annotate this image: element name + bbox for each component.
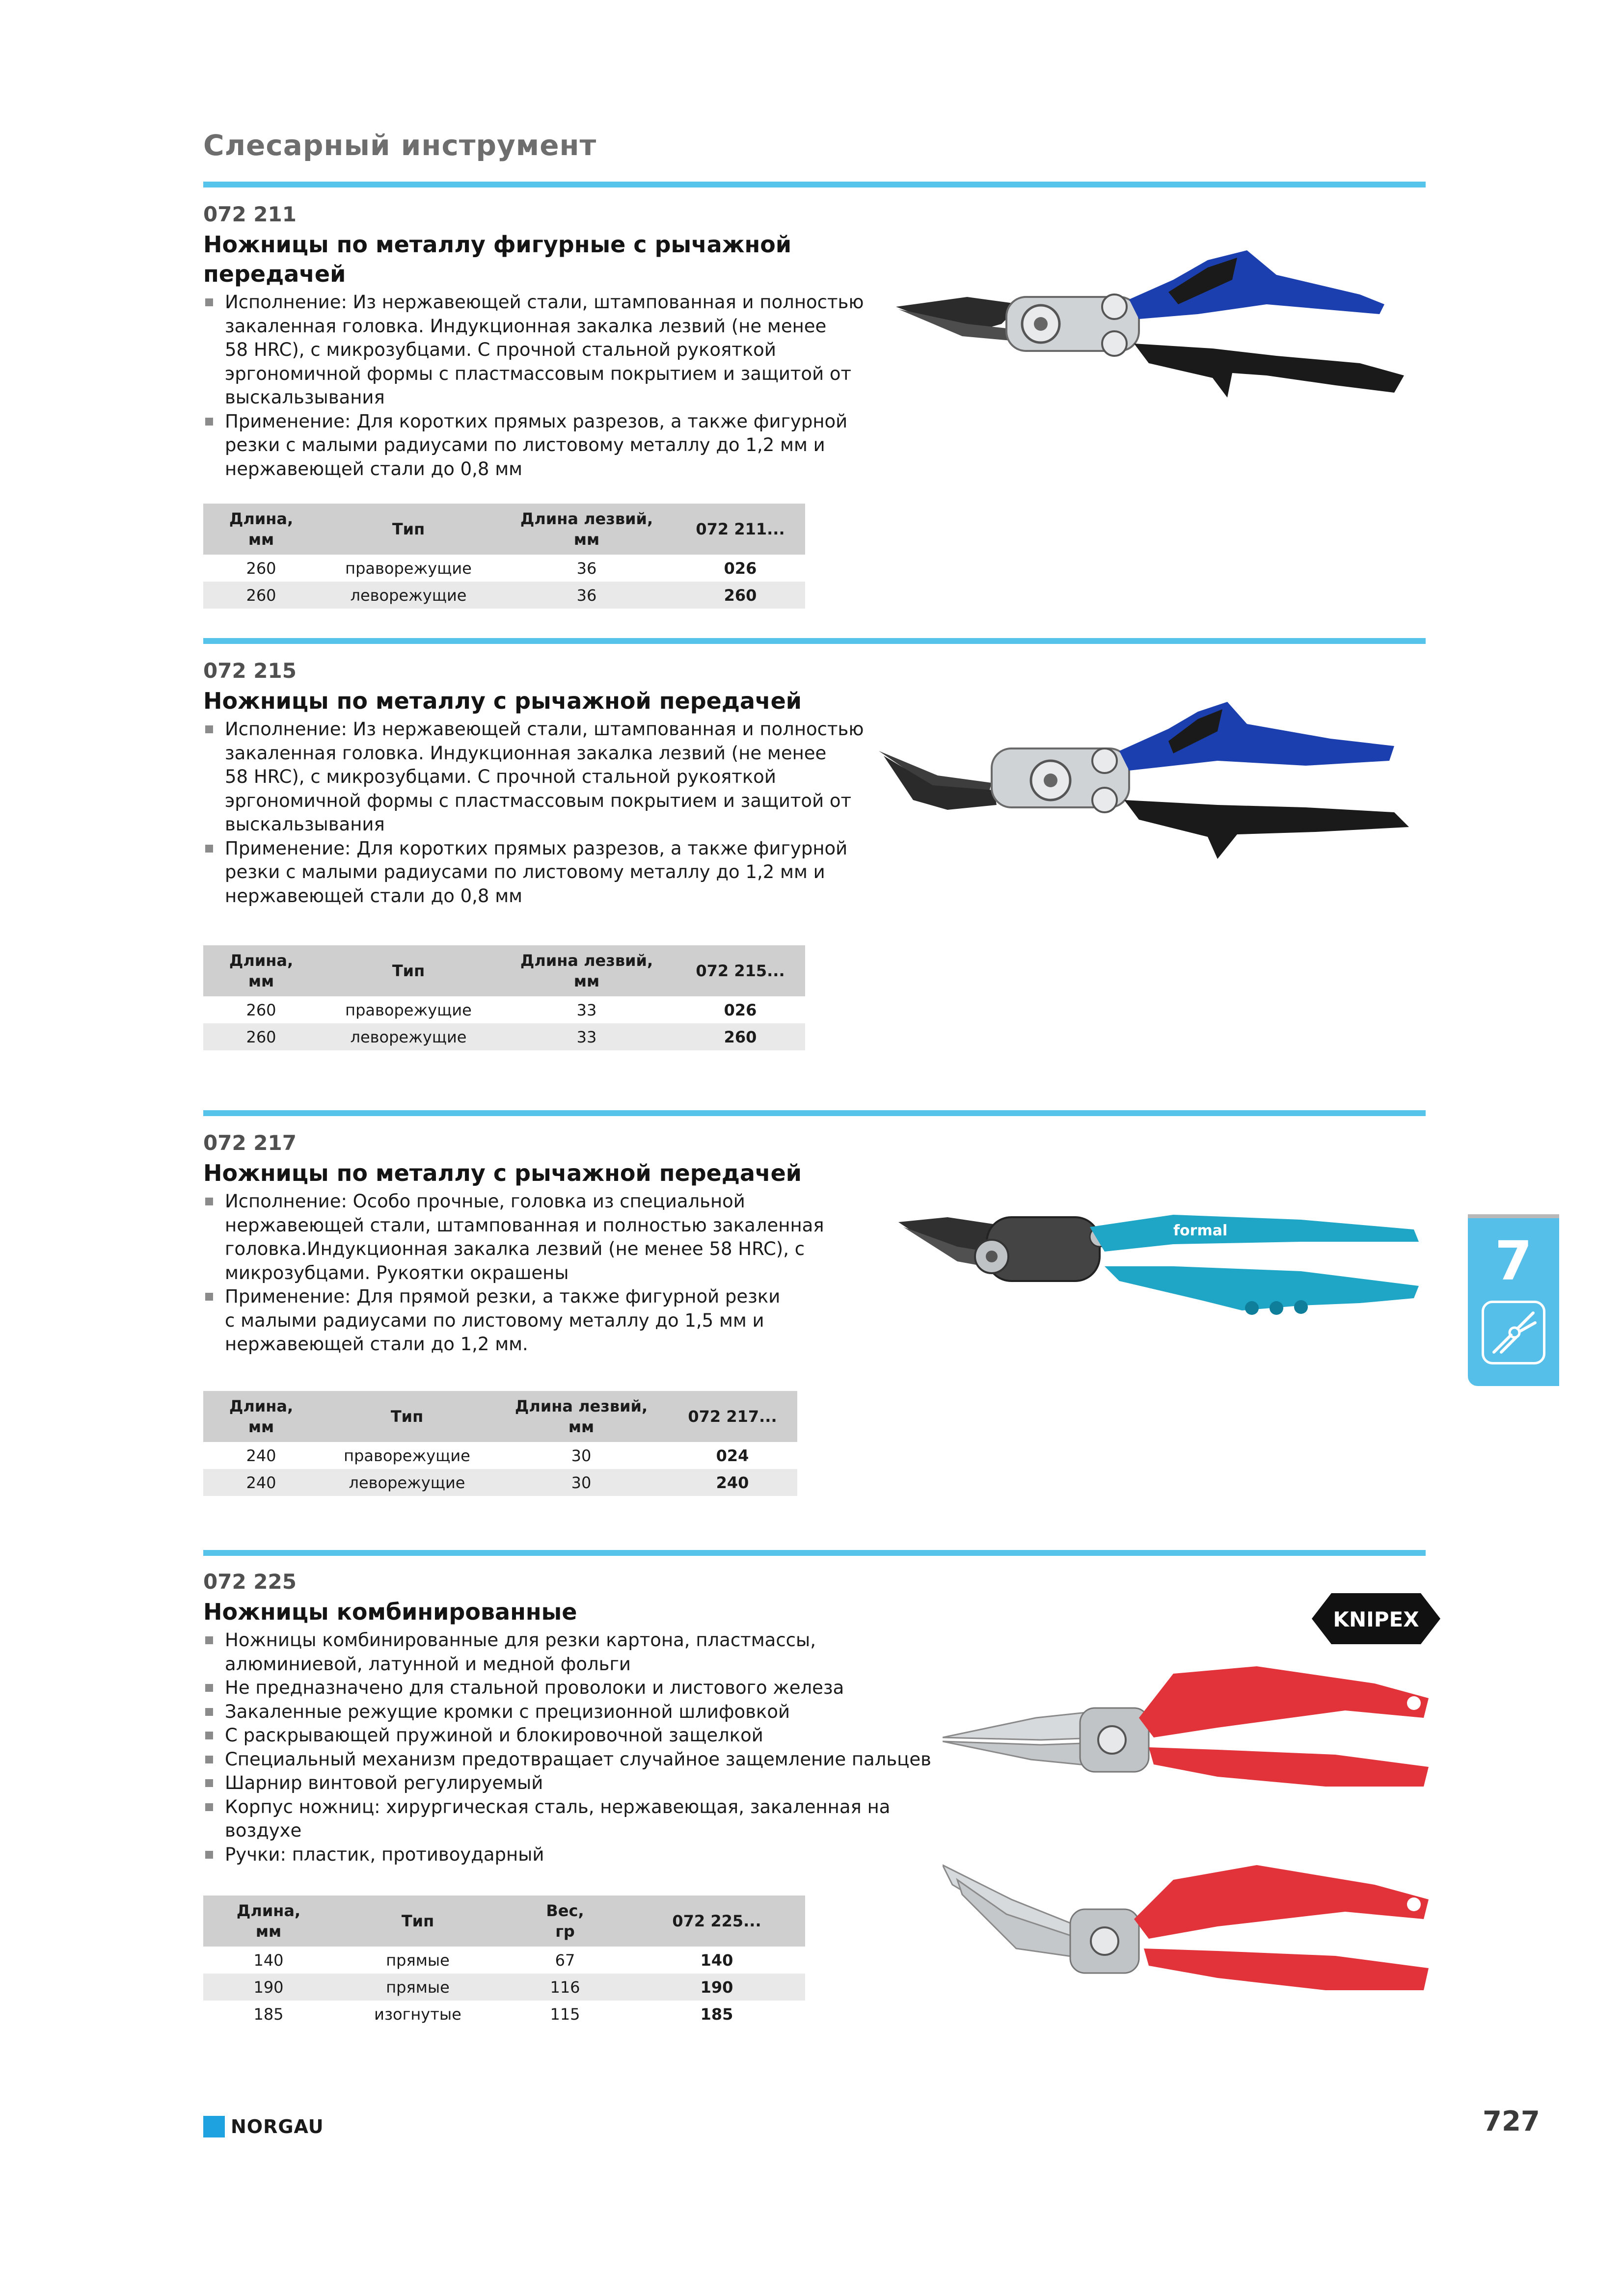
pliers-icon [1482, 1301, 1545, 1364]
table-row: 140 прямые 67 140 [253, 1950, 733, 1970]
table-row: 190 прямые 116 190 [203, 1974, 805, 2001]
col-blade: Длина лезвий, мм [498, 945, 676, 996]
col-article: 072 225... [628, 1896, 805, 1947]
product-title: Ножницы по металлу с рычажной передачей [203, 688, 802, 714]
feature-item: Исполнение: Из нержавеющей стали, штампованная и полностью закаленная головка. Индукционная закалка лезвий (не менее 58 HRC), с микрозубцами. С прочной стальной рукояткой эргономичной формы с пластмассовым покрытием и защитой от выскальзывания [203, 291, 1426, 410]
section-divider [203, 1110, 1426, 1116]
col-article: 072 211... [676, 504, 805, 555]
table-row: 260 праворежущие 36 026 [246, 559, 757, 578]
feature-item: Применение: Для коротких прямых разрезов, а также фигурной резки с малыми радиусами по листовому металлу до 1,2 мм и нержавеющей стали до 0,8 мм [203, 837, 1426, 908]
brand-print [1173, 1222, 1227, 1239]
aviation-snips-image [893, 250, 1434, 412]
table-row: 260 леворежущие 33 260 [203, 1023, 805, 1050]
feature-item: Ножницы комбинированные для резки картона, пластмассы, алюминиевой, латунной и медной фольги [203, 1629, 1426, 1676]
feature-item: Шарнир винтовой регулируемый [203, 1771, 1426, 1795]
col-article: 072 217... [668, 1391, 797, 1442]
col-type: Тип [319, 945, 498, 996]
table-row: 260 праворежущие 33 026 [246, 1000, 757, 1019]
product-title: Ножницы комбинированные [203, 1599, 577, 1625]
table-header-row [203, 504, 805, 555]
table-row: 260 леворежущие 36 260 [203, 582, 805, 609]
table-header-row [203, 1391, 797, 1442]
spec-table-072-211 [203, 504, 805, 609]
col-type: Тип [319, 504, 498, 555]
table-row: 240 леворежущие 30 240 [203, 1469, 797, 1496]
aviation-snips-image [898, 1188, 1429, 1325]
product-title: Ножницы по металлу с рычажной передачей [203, 1160, 802, 1186]
feature-item: Применение: Для прямой резки, а также фигурной резки с малыми радиусами по листовому металлу до 1,5 мм и нержавеющей стали до 1,2 мм. [203, 1285, 1426, 1357]
product-code: 072 215 [203, 659, 297, 683]
product-title: Ножницы по металлу фигурные с рычажной передачей [203, 231, 792, 287]
col-type: Тип [319, 1391, 495, 1442]
feature-item: Корпус ножниц: хирургическая сталь, нержавеющая, закаленная на воздухе [203, 1795, 1426, 1843]
feature-item: Исполнение: Особо прочные, головка из специальной нержавеющей стали, штампованная и полностью закаленная головка.Индукционная закалка лезвий (не менее 58 HRC), с микрозубцами. Рукоятки окрашены [203, 1190, 1426, 1285]
product-code: 072 211 [203, 202, 297, 226]
chapter-number: 7 [1494, 1229, 1533, 1292]
feature-item: Не предназначено для стальной проволоки и листового железа [203, 1676, 1426, 1700]
section-divider [203, 182, 1426, 187]
chapter-tab [1468, 1214, 1559, 1386]
col-article: 072 215... [676, 945, 805, 996]
feature-item: Ручки: пластик, противоударный [203, 1843, 1426, 1867]
col-blade: Длина лезвий, мм [498, 504, 676, 555]
feature-item: Специальный механизм предотвращает случайное защемление пальцев [203, 1748, 1426, 1772]
page-number: 727 [1483, 2106, 1540, 2137]
spec-table-072-225 [203, 1896, 805, 2028]
table-row: 185 изогнутые 115 185 [253, 2004, 733, 2024]
col-length: Длина, мм [203, 504, 319, 555]
knipex-logo [1312, 1593, 1440, 1644]
norgau-logo: NORGAU [203, 2114, 324, 2139]
combination-shears-straight-image [943, 1664, 1443, 1811]
product-code: 072 225 [203, 1570, 297, 1594]
combination-shears-bent-image [943, 1855, 1443, 2012]
feature-item: Закаленные режущие кромки с прецизионной шлифовкой [203, 1700, 1426, 1724]
col-blade: Длина лезвий, мм [495, 1391, 668, 1442]
section-divider [203, 1550, 1426, 1556]
svg-text:formal: formal [1173, 1222, 1228, 1239]
product-code: 072 217 [203, 1131, 297, 1155]
spec-table-072-217 [203, 1391, 797, 1496]
col-weight: Вес, гр [502, 1896, 628, 1947]
table-header-row [203, 945, 805, 996]
table-row: 240 праворежущие 30 024 [246, 1446, 749, 1465]
col-type: Тип [334, 1896, 502, 1947]
feature-item: Исполнение: Из нержавеющей стали, штампованная и полностью закаленная головка. Индукционная закалка лезвий (не менее 58 HRC), с микрозубцами. С прочной стальной рукояткой эргономичной формы с пластмассовым покрытием и защитой от выскальзывания [203, 718, 1426, 837]
col-length: Длина, мм [203, 1896, 334, 1947]
aviation-snips-image [874, 702, 1424, 864]
svg-text:KNIPEX: KNIPEX [1333, 1607, 1419, 1631]
col-length: Длина, мм [203, 945, 319, 996]
feature-item: С раскрывающей пружиной и блокировочной защелкой [203, 1724, 1426, 1748]
table-header-row [203, 1896, 805, 1947]
spec-table-072-215 [203, 945, 805, 1050]
section-divider [203, 638, 1426, 644]
feature-item: Применение: Для коротких прямых разрезов, а также фигурной резки с малыми радиусами по листовому металлу до 1,2 мм и нержавеющей стали до 0,8 мм [203, 410, 1426, 481]
col-length: Длина, мм [203, 1391, 319, 1442]
page-header: Слесарный инструмент [203, 129, 597, 162]
